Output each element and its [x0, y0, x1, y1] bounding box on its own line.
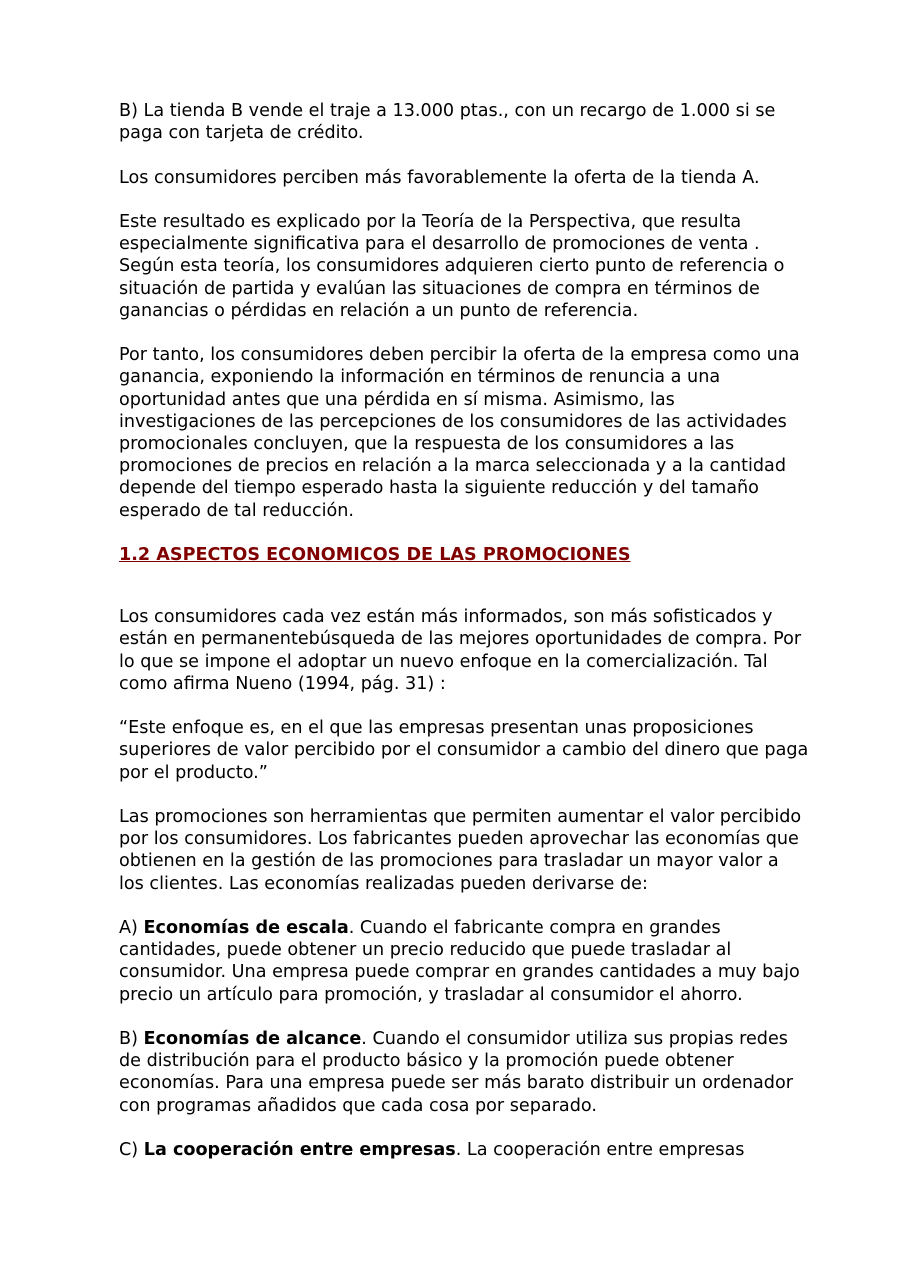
item-term: Economías de alcance	[143, 1029, 362, 1049]
item-text: . Cuando el consumidor utiliza sus propias redes de distribución para el producto básico y la promoción puede obtener economías. Para una empresa puede ser más barato distribuir un ordenador con programas añadidos que cada cosa por separado.	[119, 1029, 793, 1116]
item-prefix: C)	[119, 1140, 144, 1160]
section-title: 1.2 ASPECTOS ECONOMICOS DE LAS PROMOCIONES	[119, 545, 631, 565]
paragraph-herramientas: Las promociones son herramientas que permiten aumentar el valor percibido por los consumidores. Los fabricantes pueden aprovechar las economías que obtienen en la gestión de las promociones para trasladar un mayor valor a los clientes. Las economías realizadas pueden derivarse de:	[119, 807, 802, 894]
quote-nueno: “Este enfoque es, en el que las empresas presentan unas proposiciones superiores de valor percibido por el consumidor a cambio del dinero que paga por el producto.”	[119, 718, 809, 783]
item-prefix: B)	[119, 1029, 144, 1049]
item-text: . Cuando el fabricante compra en grandes cantidades, puede obtener un precio reducido que puede trasladar al consumidor. Una empresa puede comprar en grandes cantidades a muy bajo precio un artículo para promoción, y trasladar al consumidor el ahorro.	[119, 918, 800, 1005]
item-term: Economías de escala	[143, 918, 349, 938]
item-cooperacion-empresas	[119, 1139, 809, 1161]
paragraph-percepcion-oferta: Por tanto, los consumidores deben percibir la oferta de la empresa como una ganancia, exponiendo la información en términos de renuncia a una oportunidad antes que una pérdida en sí misma. Asimismo, las investigaciones de las percepciones de los consumidores de las actividades promocionales concluyen, que la respuesta de los consumidores a las promociones de precios en relación a la marca seleccionada y a la cantidad depende del tiempo esperado hasta la siguiente reducción y del tamaño esperado de tal reducción.	[119, 345, 800, 521]
item-text: . La cooperación entre empresas	[455, 1140, 745, 1160]
document-page	[119, 100, 809, 1183]
paragraph-tienda-a: Los consumidores perciben más favorablemente la oferta de la tienda A.	[119, 167, 760, 188]
item-economias-escala	[119, 917, 809, 1006]
paragraph-teoria-perspectiva: Este resultado es explicado por la Teoría de la Perspectiva, que resulta especialmente significativa para el desarrollo de promociones de venta . Según esta teoría, los consumidores adquieren cierto punto de referencia o situación de partida y evalúan las situaciones de compra en términos de ganancias o pérdidas en relación a un punto de referencia.	[119, 211, 785, 321]
paragraph-consumidores-informados: Los consumidores cada vez están más informados, son más sofisticados y están en permanentebúsqueda de las mejores oportunidades de compra. Por lo que se impone el adoptar un nuevo enfoque en la comercialización. Tal como afirma Nueno (1994, pág. 31) :	[119, 607, 802, 694]
item-economias-alcance	[119, 1028, 809, 1117]
paragraph-tienda-b: B) La tienda B vende el traje a 13.000 ptas., con un recargo de 1.000 si se paga con tarjeta de crédito.	[119, 101, 776, 144]
item-term: La cooperación entre empresas	[143, 1140, 456, 1160]
item-prefix: A)	[119, 918, 144, 938]
